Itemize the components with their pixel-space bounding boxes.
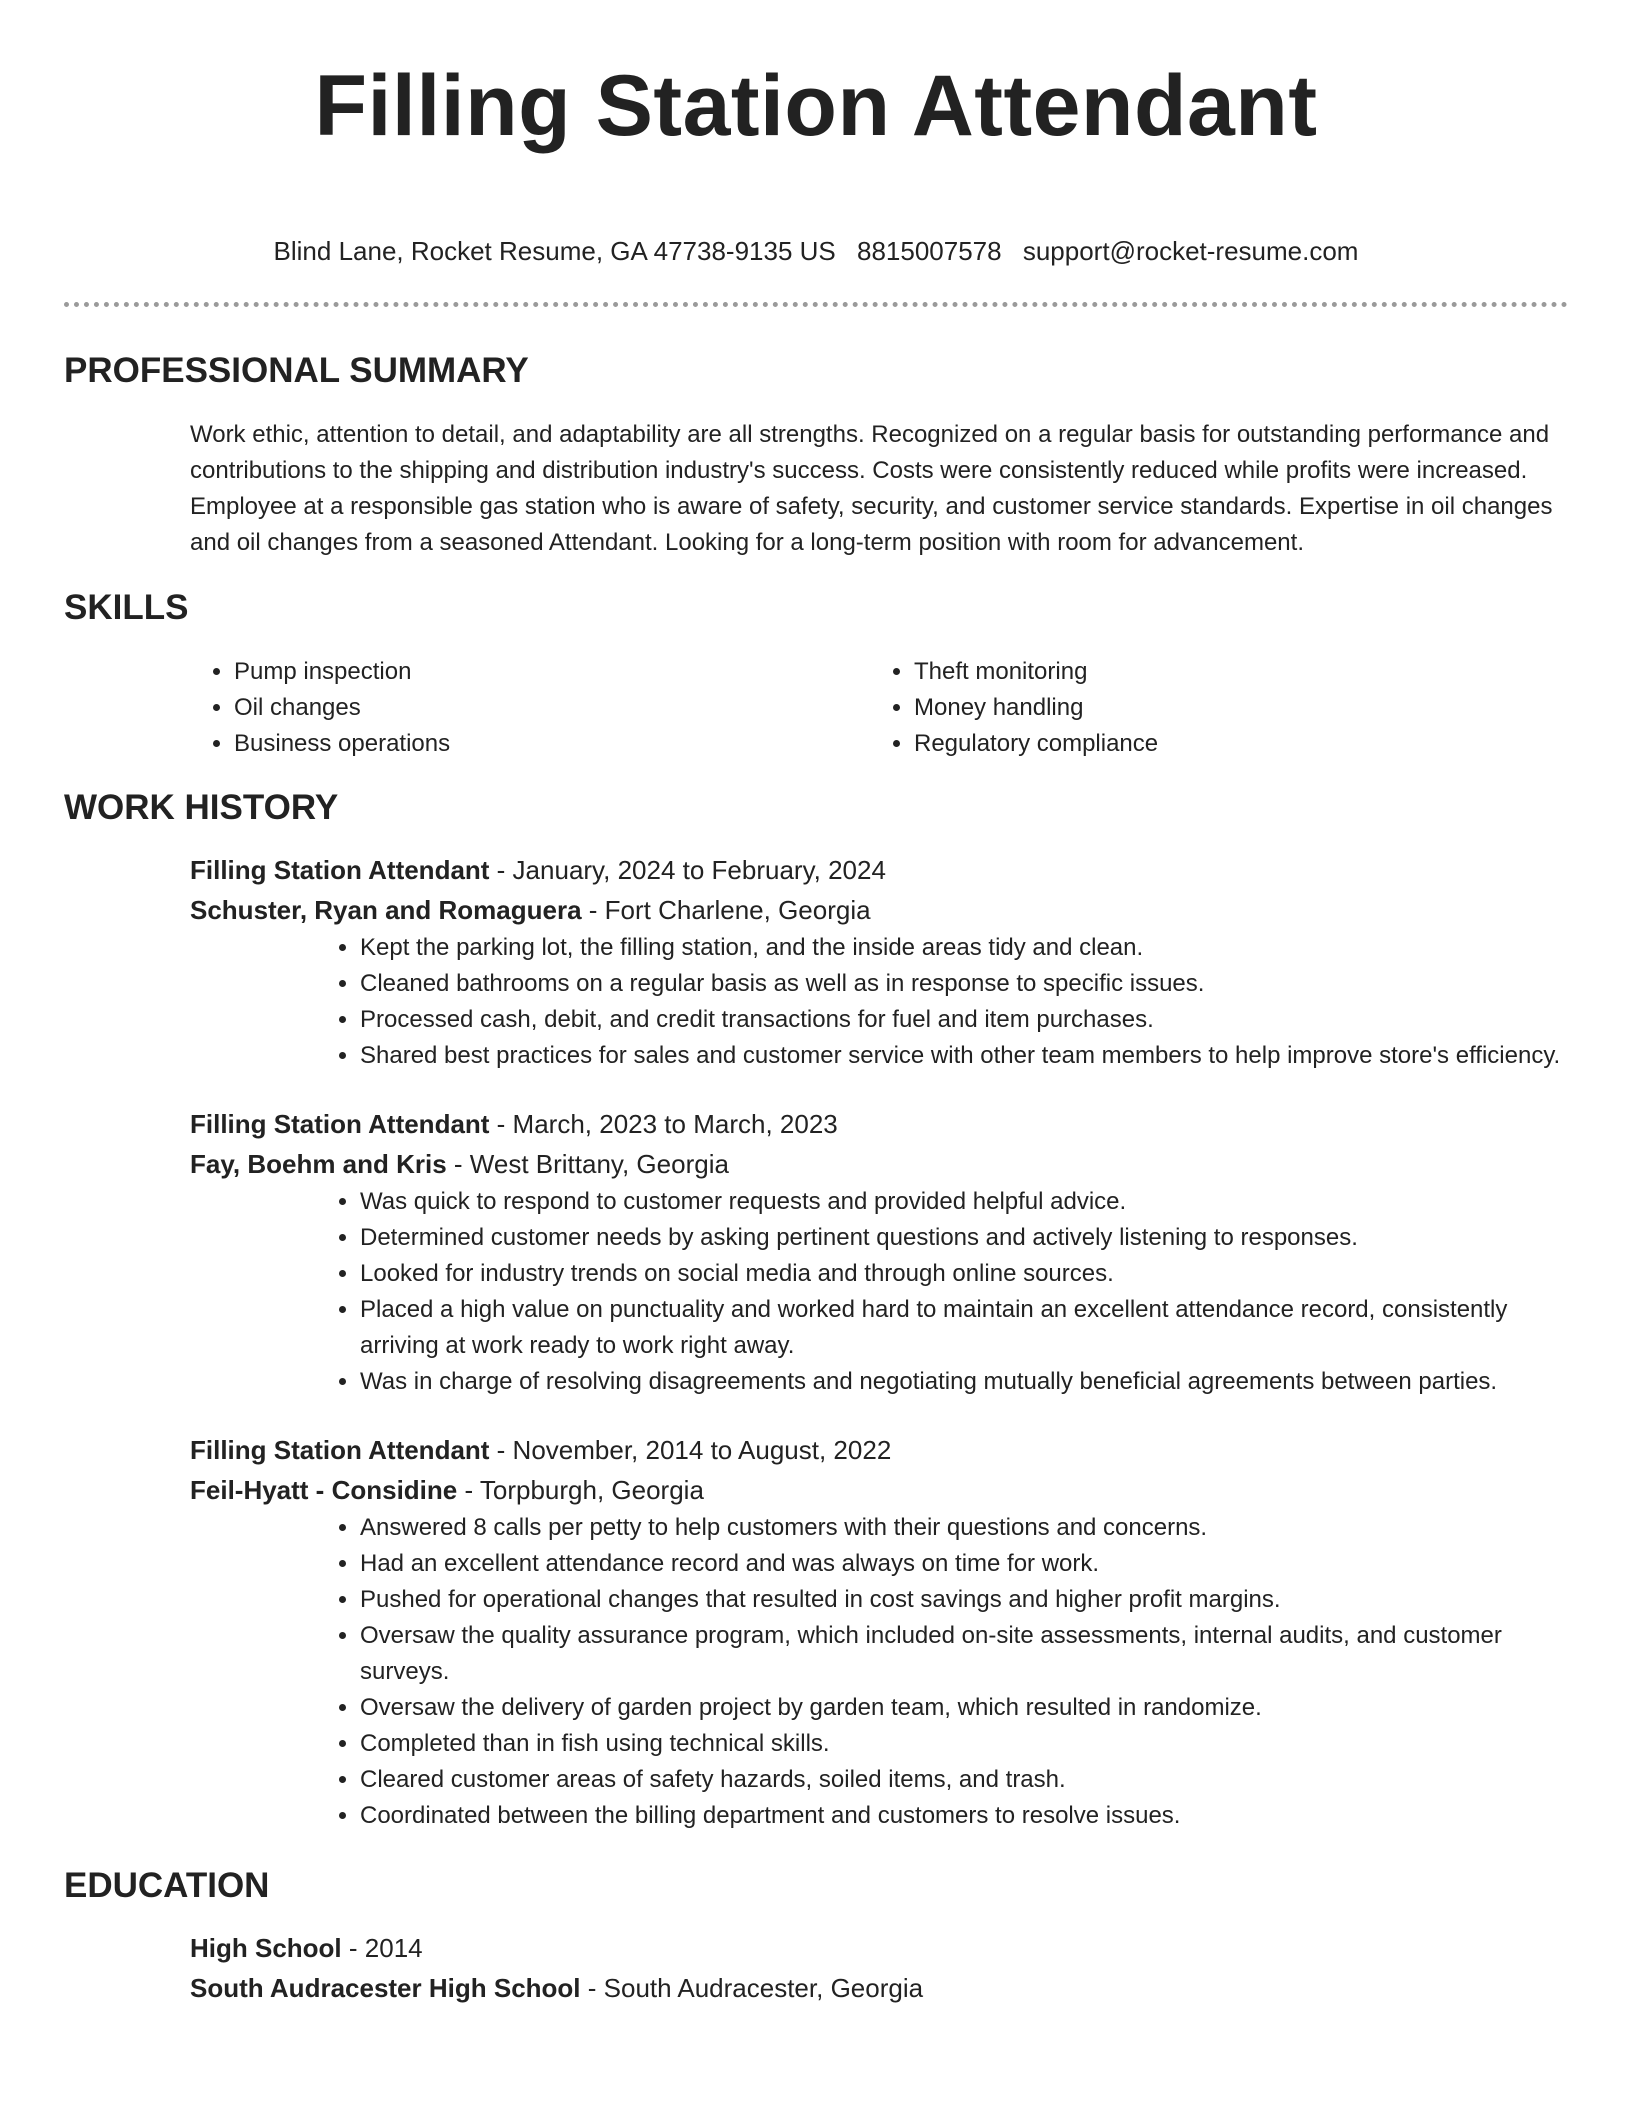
contact-line — [64, 234, 1568, 268]
job-duty: • Cleaned bathrooms on a regular basis as well as in response to specific issues. — [360, 966, 1568, 1002]
skills-heading: SKILLS — [64, 588, 189, 627]
job-entry — [190, 850, 1568, 1074]
job-duty: • Processed cash, debit, and credit transactions for fuel and item purchases. — [360, 1002, 1568, 1038]
job-dates: - March, 2023 to March, 2023 — [489, 1109, 838, 1139]
job-duty: • Answered 8 calls per petty to help customers with their questions and concerns. — [360, 1510, 1568, 1546]
education-location: - South Audracester, Georgia — [580, 1973, 924, 2003]
education-school-line — [190, 1968, 1568, 2008]
job-company: Fay, Boehm and Kris — [190, 1149, 447, 1179]
resume-name: Filling Station Attendant — [314, 58, 1318, 154]
job-location: - West Brittany, Georgia — [446, 1149, 729, 1179]
job-role: Filling Station Attendant — [190, 855, 490, 885]
contact-phone: 8815007578 — [857, 236, 1002, 266]
job-role: Filling Station Attendant — [190, 1109, 490, 1139]
job-duties — [190, 1184, 1568, 1400]
work-history-heading: WORK HISTORY — [64, 788, 339, 827]
skill-item: • Oil changes — [234, 690, 870, 726]
job-role: Filling Station Attendant — [190, 1435, 490, 1465]
job-company-line — [190, 890, 1568, 930]
job-duty: • Shared best practices for sales and customer service with other team members to help improve store's efficiency. — [360, 1038, 1568, 1074]
job-title-line — [190, 850, 1568, 890]
job-duty: • Pushed for operational changes that resulted in cost savings and higher profit margins. — [360, 1582, 1568, 1618]
job-dates: - November, 2014 to August, 2022 — [489, 1435, 892, 1465]
job-duties — [190, 930, 1568, 1074]
job-title-line — [190, 1104, 1568, 1144]
header-divider — [64, 302, 1568, 307]
job-company: Schuster, Ryan and Romaguera — [190, 895, 582, 925]
job-duty: • Was in charge of resolving disagreements and negotiating mutually beneficial agreements between parties. — [360, 1364, 1568, 1400]
job-duty: • Oversaw the quality assurance program, which included on-site assessments, internal audits, and customer surveys. — [360, 1618, 1568, 1690]
skills-column-right — [870, 654, 1550, 762]
summary-text: Work ethic, attention to detail, and adaptability are all strengths. Recognized on a regular basis for outstanding performance and contributions to the shipping and distribution industry's success. Costs were consistently reduced while profits were increased. Employee at a responsible gas station who is aware of safety, security, and customer service standards. Expertise in oil changes and oil changes from a seasoned Attendant. Looking for a long-term position with room for advancement. — [190, 421, 1553, 556]
education-degree-line — [190, 1928, 1568, 1968]
job-duty: • Completed than in fish using technical skills. — [360, 1726, 1568, 1762]
job-duty: • Looked for industry trends on social media and through online sources. — [360, 1256, 1568, 1292]
job-duty: • Was quick to respond to customer requests and provided helpful advice. — [360, 1184, 1568, 1220]
job-duty: • Cleared customer areas of safety hazards, soiled items, and trash. — [360, 1762, 1568, 1798]
skill-item: • Theft monitoring — [914, 654, 1550, 690]
job-dates: - January, 2024 to February, 2024 — [489, 855, 886, 885]
job-duty: • Coordinated between the billing department and customers to resolve issues. — [360, 1798, 1568, 1834]
summary-heading: PROFESSIONAL SUMMARY — [64, 351, 529, 390]
education-year: - 2014 — [341, 1933, 423, 1963]
job-company: Feil-Hyatt - Considine — [190, 1475, 458, 1505]
job-duty: • Had an excellent attendance record and was always on time for work. — [360, 1546, 1568, 1582]
skill-item: • Regulatory compliance — [914, 726, 1550, 762]
education-degree: High School — [190, 1933, 342, 1963]
job-company-line — [190, 1470, 1568, 1510]
job-entry — [190, 1430, 1568, 1834]
job-duty: • Oversaw the delivery of garden project by garden team, which resulted in randomize. — [360, 1690, 1568, 1726]
job-duty: • Determined customer needs by asking pertinent questions and actively listening to responses. — [360, 1220, 1568, 1256]
job-company-line — [190, 1144, 1568, 1184]
skills-list — [190, 654, 1568, 762]
skill-item: • Money handling — [914, 690, 1550, 726]
job-entry — [190, 1104, 1568, 1400]
job-duties — [190, 1510, 1568, 1834]
job-location: - Torpburgh, Georgia — [457, 1475, 704, 1505]
skill-item: • Business operations — [234, 726, 870, 762]
job-location: - Fort Charlene, Georgia — [581, 895, 871, 925]
education-entry — [190, 1928, 1568, 2008]
skill-item: • Pump inspection — [234, 654, 870, 690]
job-duty: • Kept the parking lot, the filling station, and the inside areas tidy and clean. — [360, 930, 1568, 966]
job-title-line — [190, 1430, 1568, 1470]
contact-email: support@rocket-resume.com — [1022, 236, 1359, 266]
contact-address: Blind Lane, Rocket Resume, GA 47738-9135 US — [273, 236, 836, 266]
education-school: South Audracester High School — [190, 1973, 581, 2003]
education-heading: EDUCATION — [64, 1866, 270, 1905]
skills-column-left — [190, 654, 870, 762]
job-duty: • Placed a high value on punctuality and worked hard to maintain an excellent attendance record, consistently arriving at work ready to work right away. — [360, 1292, 1568, 1364]
